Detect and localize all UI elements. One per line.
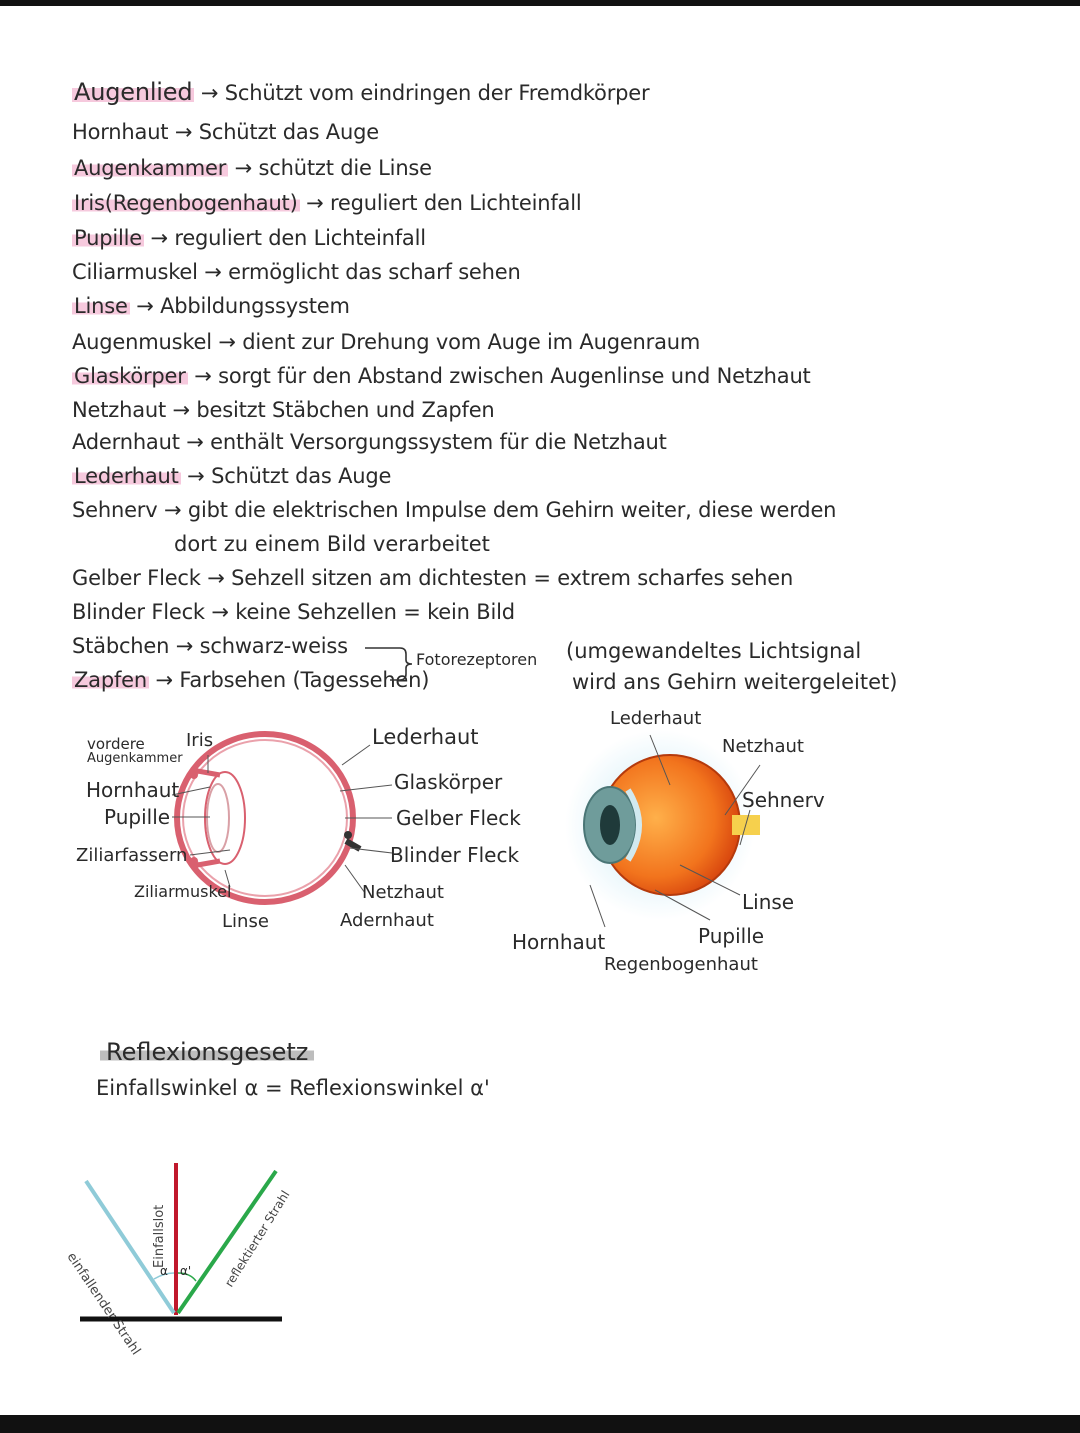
label-regenbogenhaut: Regenbogenhaut [604,954,758,975]
photoreceptor-note-1: (umgewandeltes Lichtsignal [566,639,862,663]
note-line [72,330,700,354]
note-line [72,364,811,388]
arrow-glyph: → [204,260,222,284]
arrow-glyph: → [234,156,253,180]
label-linse-2: Linse [742,890,795,914]
note-line [72,464,391,488]
label-hornhaut-2: Hornhaut [512,930,606,954]
note-term: Zapfen [74,668,148,692]
note-desc: Abbildungssystem [160,294,350,318]
note-line [72,600,515,624]
arrow-glyph: → [172,398,190,422]
label-netzhaut-1: Netzhaut [362,882,444,903]
arrow-glyph: → [174,120,193,144]
label-einfallslot: Einfallslot [152,1204,167,1268]
note-desc: Farbsehen (Tagessehen) [179,668,430,692]
note-desc: schützt die Linse [258,156,432,180]
arrow-glyph: → [194,364,212,388]
note-term: Blinder Fleck [72,600,205,624]
arrow-glyph: → [218,330,236,354]
note-term: Stäbchen [72,634,170,658]
note-line [72,498,836,522]
note-line [72,398,495,422]
note-desc: enthält Versorgungssystem für die Netzhaut [210,430,667,454]
note-line [72,156,432,180]
note-desc: reguliert den Lichteinfall [174,226,426,250]
arrow-glyph: → [136,294,154,318]
note-desc: schwarz-weiss [199,634,348,658]
label-adernhaut: Adernhaut [340,910,434,931]
label-einfallender-strahl: einfallender Strahl [63,1250,144,1358]
note-desc: Schützt das Auge [198,120,379,144]
note-desc: keine Sehzellen = kein Bild [235,600,515,624]
note-desc: Schützt vom eindringen der Fremdkörper [224,81,650,105]
arrow-glyph: → [211,600,229,624]
arrow-glyph: → [155,668,173,692]
label-lederhaut-2: Lederhaut [610,708,702,729]
note-line [72,294,350,318]
note-term: Adernhaut [72,430,180,454]
note-term: Pupille [74,226,142,250]
note-term: Augenmuskel [72,330,212,354]
note-line [72,634,348,658]
note-desc: gibt die elektrischen Impulse dem Gehirn weiter, diese werden [187,498,837,522]
arrow-glyph: → [175,634,194,658]
note-term: Linse [74,294,128,318]
label-lederhaut-1: Lederhaut [372,725,479,749]
note-term: Ciliarmuskel [72,260,198,284]
bottom-edge [0,1415,1080,1433]
photoreceptor-bracket [360,640,420,686]
note-desc: reguliert den Lichteinfall [329,191,582,215]
note-desc: ermöglicht das scharf sehen [228,260,521,284]
note-line [72,120,379,144]
label-alpha-prime: α' [180,1264,192,1278]
label-ziliarfasern: Ziliarfassern [76,845,188,866]
arrow-glyph: → [187,464,205,488]
arrow-glyph: → [207,566,225,590]
arrow-glyph: → [200,81,219,105]
note-line [72,260,521,284]
note-desc: dient zur Drehung vom Auge im Augenraum [242,330,701,354]
label-iris: Iris [186,730,214,751]
label-alpha: α [160,1264,168,1278]
photoreceptor-label: Fotorezeptoren [416,650,538,669]
label-gelber-fleck: Gelber Fleck [396,806,521,830]
arrow-glyph: → [163,498,182,522]
note-term: Netzhaut [72,398,167,422]
label-vordere: vordere [87,735,145,753]
reflexion-heading: Reflexionsgesetz [100,1038,314,1066]
note-term: Lederhaut [74,464,179,488]
reflexion-law: Einfallswinkel α = Reflexionswinkel α' [96,1076,490,1100]
note-term: Gelber Fleck [72,566,201,590]
note-line [72,566,793,590]
note-line [72,226,426,250]
label-pupille: Pupille [104,805,171,829]
note-desc: besitzt Stäbchen und Zapfen [196,398,495,422]
label-pupille-2: Pupille [698,924,765,948]
note-desc: sorgt für den Abstand zwischen Augenlinse und Netzhaut [218,364,811,388]
arrow-glyph: → [186,430,204,454]
label-ziliarmuskel: Ziliarmuskel [134,882,232,901]
note-term: Hornhaut [72,120,169,144]
note-term: Augenkammer [74,156,227,180]
note-line [72,191,581,215]
note-desc: Sehzell sitzen am dichtesten = extrem scharfes sehen [231,566,794,590]
label-hornhaut: Hornhaut [86,778,180,802]
label-sehnerv: Sehnerv [742,788,825,812]
photoreceptor-note-2: wird ans Gehirn weitergeleitet) [572,670,898,694]
note-term: Augenlied [74,78,193,106]
label-linse-1: Linse [222,911,269,932]
label-augenkammer: Augenkammer [87,751,183,766]
note-continuation: dort zu einem Bild verarbeitet [174,532,490,556]
note-desc: Schützt das Auge [211,464,392,488]
note-term: Sehnerv [72,498,158,522]
label-blinder-fleck: Blinder Fleck [390,843,520,867]
label-netzhaut-2: Netzhaut [722,736,804,757]
note-line [72,430,667,454]
top-edge [0,0,1080,6]
label-reflektierter-strahl: reflektierter Strahl [222,1188,293,1290]
label-glaskoerper: Glaskörper [394,770,503,794]
arrow-glyph: → [306,191,324,215]
note-term: Glaskörper [74,364,186,388]
note-line [72,78,649,106]
note-term: Iris(Regenbogenhaut) [74,191,298,215]
arrow-glyph: → [150,226,168,250]
